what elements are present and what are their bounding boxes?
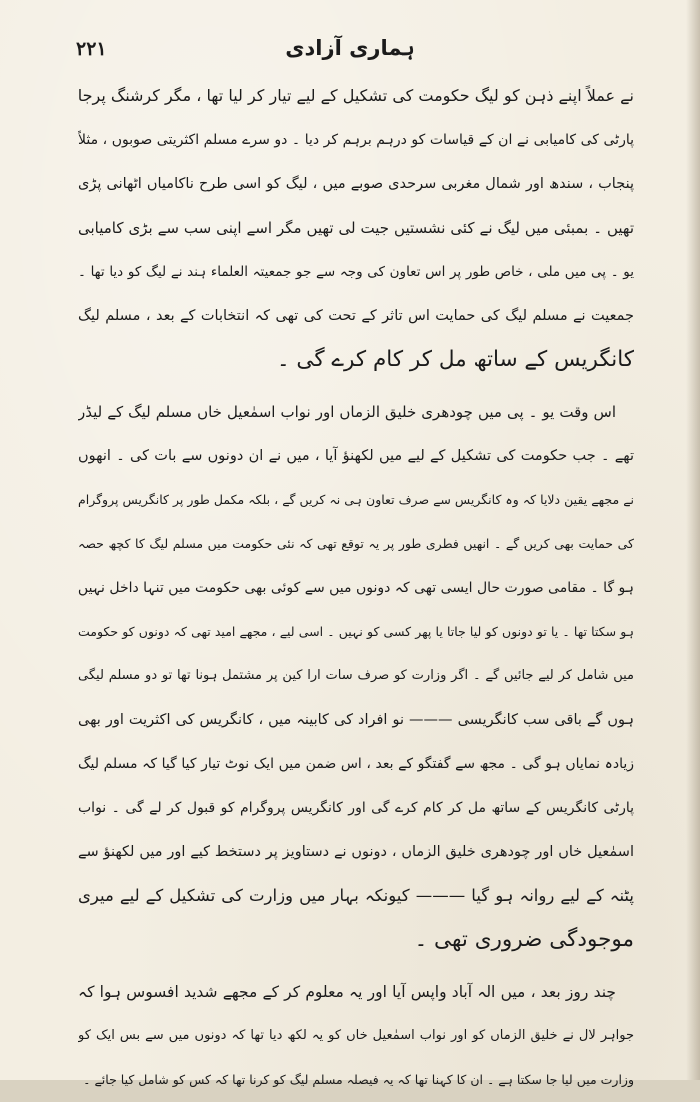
text-line: اسمٰعیل خاں اور چودھری خلیق الزماں ، دونوں نے دستاویز پر دستخط کیے اور میں لکھنؤ سے	[78, 844, 634, 860]
text-line: ہوں گے باقی سب کانگریسی ——— نو افراد کی کابینہ میں ، کانگریس کی اکثریت اور بھی	[78, 712, 634, 728]
paragraph-1	[78, 74, 634, 382]
page-number: ۲۲۱	[76, 38, 107, 60]
text-line: جمعیت نے مسلم لیگ کی حمایت اس تاثر کے تحت کی تھی کہ انتخابات کے بعد ، مسلم لیگ	[78, 308, 634, 324]
running-head	[0, 34, 700, 74]
text-line: ہو گا ۔ مقامی صورت حال ایسی تھی کہ دونوں میں سے کوئی بھی حکومت میں تنہا داخل نہیں	[78, 580, 634, 596]
text-line: پٹنہ کے لیے روانہ ہو گیا ——— کیونکہ بہار میں وزارت کی تشکیل کے لیے میری	[78, 886, 634, 905]
paragraph-gap	[78, 382, 634, 390]
text-line: چند روز بعد ، میں الہ آباد واپس آیا اور یہ معلوم کر کے مجھے شدید افسوس ہوا کہ	[78, 983, 616, 1001]
text-line: تھیں ۔ بمبئی میں لیگ نے کئی نشستیں جیت لی تھیں مگر اسے اپنی سب سے بڑی کامیابی	[78, 219, 634, 237]
text-line: وزارت میں لیا جا سکتا ہے ۔ ان کا کہنا تھا کہ یہ فیصلہ مسلم لیگ کو کرنا تھا کہ کس کو شامل کیا جائے ۔	[83, 1072, 634, 1087]
text-line: زیادہ نمایاں ہو گی ۔ مجھ سے گفتگو کے بعد ، اس ضمن میں ایک نوٹ تیار کیا گیا کہ مسلم لیگ	[78, 756, 634, 772]
text-line: میں شامل کر لیے جائیں گے ۔ اگر وزارت کو صرف سات ارا کین پر مشتمل ہونا تھا تو دو مسلم لیگی	[78, 668, 634, 683]
text-line: کانگریس کے ساتھ مل کر کام کرے گی ۔	[277, 347, 634, 372]
text-line: جواہر لال نے خلیق الزماں کو اور نواب اسمٰعیل خاں کو یہ لکھ دیا تھا کہ دونوں میں سے بس ایک کو	[78, 1028, 634, 1043]
text-line: پارٹی کانگریس کے ساتھ مل کر کام کرے گی اور کانگریس پروگرام کو قبول کر لے گی ۔ نواب	[78, 800, 634, 816]
text-line: تھے ۔ جب حکومت کی تشکیل کے لیے میں لکھنؤ آیا ، میں نے ان دونوں سے بات کی ۔ انھوں	[78, 448, 634, 464]
page-edge-shadow	[686, 0, 700, 1080]
text-line: موجودگی ضروری تھی ۔	[414, 927, 634, 952]
text-line: نے عملاً اپنے ذہن کو لیگ حکومت کی تشکیل کے لیے تیار کر لیا تھا ، مگر کرشنگ پرجا	[78, 86, 634, 105]
paragraph-gap	[78, 962, 634, 970]
running-title: ہماری آزادی	[285, 36, 415, 60]
paragraph-3	[78, 970, 634, 1102]
text-line: ہو سکتا تھا ۔ یا تو دونوں کو لیا جاتا یا پھر کسی کو نہیں ۔ اسی لیے ، مجھے امید تھی کہ دونوں کو حکومت	[78, 624, 634, 639]
paragraph-2	[78, 390, 634, 962]
text-line: کی حمایت بھی کریں گے ۔ انھیں فطری طور پر یہ توقع تھی کہ نئی حکومت میں مسلم لیگ کا کچھ حصہ	[78, 536, 634, 551]
text-line: نے مجھے یقین دلایا کہ وہ کانگریس سے صرف تعاون ہی نہ کریں گے ، بلکہ مکمل طور پر کانگریس پروگرام	[78, 492, 634, 507]
text-line: پارٹی کی کامیابی نے ان کے قیاسات کو درہم برہم کر دیا ۔ دو سرے مسلم اکثریتی صوبوں ، مثلاً	[78, 132, 634, 148]
text-line: اس وقت یو ۔ پی میں چودھری خلیق الزماں اور نواب اسمٰعیل خاں مسلم لیگ کے لیڈر	[78, 403, 616, 421]
body-text	[78, 74, 634, 1102]
text-line: یو ۔ پی میں ملی ، خاص طور پر اس تعاون کی وجہ سے جو جمعیتہ العلماء ہند نے لیگ کو دیا تھا ۔	[78, 264, 634, 280]
text-line: پنجاب ، سندھ اور شمال مغربی سرحدی صوبے میں ، لیگ کو اسی طرح ناکامیاں اٹھانی پڑی	[78, 176, 634, 192]
